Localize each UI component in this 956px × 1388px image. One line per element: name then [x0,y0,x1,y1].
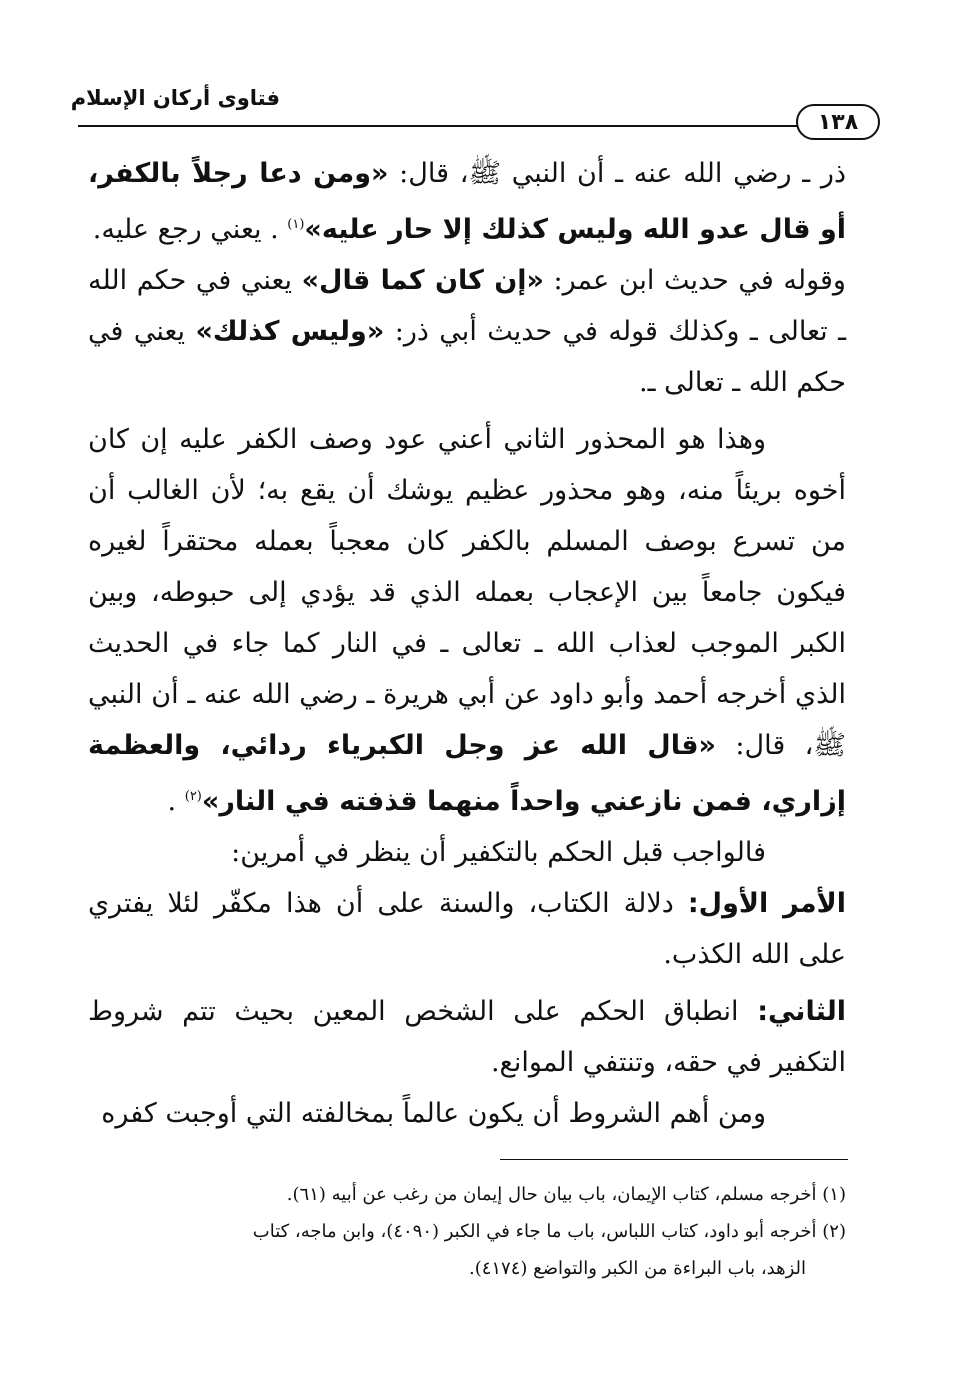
paragraph-1 [88,148,846,255]
paragraph-6 [88,986,846,1088]
footnote-1-text: أخرجه مسلم، كتاب الإيمان، باب بيان حال إيمان من رغب عن أبيه (٦١). [286,1184,817,1205]
main-text [88,148,846,1139]
first-matter-heading: الأمر الأول: [687,888,846,919]
header-rule [78,125,798,127]
paragraph-6-text: انطباق الحكم على الشخص المعين بحيث تتم شروط التكفير في حقه، وتنتفي الموانع. [88,996,846,1078]
footnote-rule [500,1159,848,1160]
paragraph-3-end: . [167,786,177,817]
footnote-2 [96,1213,846,1250]
footnote-2-continued [96,1250,846,1287]
paragraph-1-end: . يعني رجع عليه. [92,214,279,245]
second-matter-heading: الثاني: [757,996,846,1027]
paragraph-7-text: ومن أهم الشروط أن يكون عالماً بمخالفته التي أوجبت كفره [101,1098,766,1129]
paragraph-5-text: دلالة الكتاب، والسنة على أن هذا مكفّر لئلا يفتري على الله الكذب. [88,888,846,970]
hadith-quote-1: «ومن دعا رجلاً بالكفر، أو قال عدو الله وليس كذلك إلا حار عليه» [88,158,846,245]
paragraph-1-text: ذر ـ رضي الله عنه ـ أن النبي ﷺ، قال: [399,158,846,189]
footnote-ref-1[interactable]: (١) [287,217,305,232]
footnote-1-number: (١) [822,1184,846,1205]
paragraph-2-text: وقوله في حديث ابن عمر: [553,265,846,296]
page-number: ١٣٨ [817,109,859,135]
footnotes [96,1176,846,1287]
paragraph-2-end: يعني في حكم الله ـ تعالى ـ. [88,316,846,398]
paragraph-2 [88,255,846,408]
paragraph-2-middle: يعني في حكم الله ـ تعالى ـ وكذلك قوله في حديث أبي ذر: [88,265,846,347]
footnote-2-text: أخرجه أبو داود، كتاب اللباس، باب ما جاء في الكبر (٤٠٩٠)، وابن ماجه، كتاب [252,1221,817,1242]
footnote-2-number: (٢) [822,1221,846,1242]
footnote-ref-2[interactable]: (٢) [184,789,202,804]
quote-ibn-umar: «إن كان كما قال» [301,265,544,296]
paragraph-7 [88,1088,846,1139]
footnote-2-text-cont: الزهد، باب البراءة من الكبر والتواضع (٤١٧٤). [468,1258,806,1279]
paragraph-5 [88,878,846,980]
paragraph-4 [88,827,846,878]
paragraph-3-text: وهذا هو المحذور الثاني أعني عود وصف الكفر عليه إن كان أخوه بريئاً منه، وهو محذور عظيم يوشك أن يقع به؛ لأن الغالب أن من تسرع بوصف المسلم بالكفر كان معجباً بعمله محتقراً لغيره فيكون جامعاً بين الإعجاب بعمله الذي قد يؤدي إلى حبوطه، وبين الكبر الموجب لعذاب الله ـ تعالى ـ في النار كما جاء في الحديث الذي أخرجه أحمد وأبو داود عن أبي هريرة ـ رضي الله عنه ـ أن النبي ﷺ، قال: [88,424,846,761]
paragraph-4-text: فالواجب قبل الحكم بالتكفير أن ينظر في أمرين: [231,837,766,868]
page-number-badge [796,104,880,140]
hadith-quote-2: «قال الله عز وجل الكبرياء ردائي، والعظمة إزاري، فمن نازعني واحداً منهما قذفته في النار» [88,730,846,817]
running-header-title: فتاوى أركان الإسلام [70,86,280,110]
paragraph-3 [88,414,846,827]
footnote-1 [96,1176,846,1213]
quote-abu-dhar: «وليس كذلك» [195,316,385,347]
